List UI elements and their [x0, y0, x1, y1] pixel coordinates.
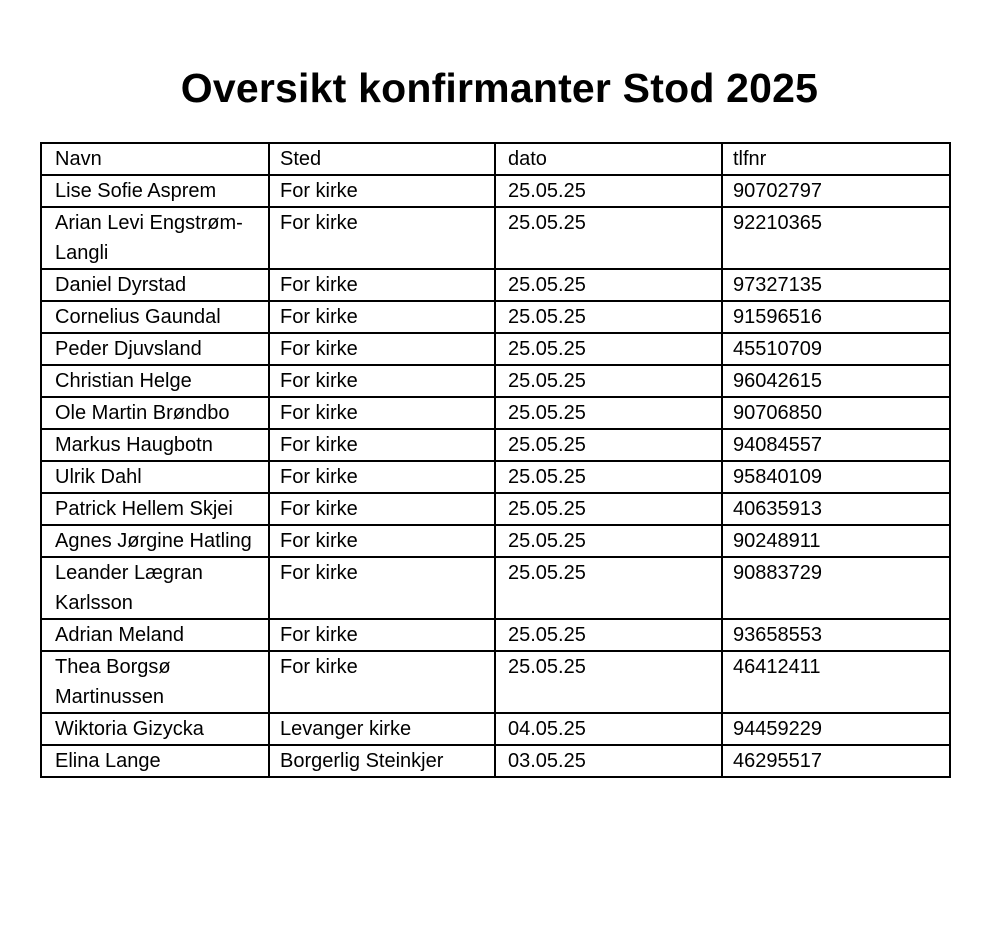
cell-dato: 25.05.25	[495, 269, 722, 301]
table-row	[41, 525, 950, 557]
page-title: Oversikt konfirmanter Stod 2025	[180, 65, 819, 111]
cell-name: Christian Helge	[41, 365, 269, 397]
cell-phone: 45510709	[722, 333, 950, 365]
cell-phone: 90702797	[722, 175, 950, 207]
cell-sted: Levanger kirke	[269, 713, 495, 745]
cell-name: Elina Lange	[41, 745, 269, 777]
table-row	[41, 365, 950, 397]
cell-name: Ole Martin Brøndbo	[41, 397, 269, 429]
cell-sted: For kirke	[269, 207, 495, 269]
header-tlfnr: tlfnr	[722, 143, 950, 175]
cell-sted: For kirke	[269, 651, 495, 713]
cell-dato: 25.05.25	[495, 365, 722, 397]
cell-phone: 97327135	[722, 269, 950, 301]
table-row	[41, 333, 950, 365]
cell-dato: 25.05.25	[495, 493, 722, 525]
table-row	[41, 619, 950, 651]
cell-name: Leander Lægran Karlsson	[41, 557, 269, 619]
cell-phone: 90883729	[722, 557, 950, 619]
table-row	[41, 557, 950, 619]
table-row	[41, 207, 950, 269]
cell-sted: For kirke	[269, 175, 495, 207]
table-row	[41, 429, 950, 461]
cell-dato: 25.05.25	[495, 525, 722, 557]
cell-dato: 04.05.25	[495, 713, 722, 745]
cell-sted: For kirke	[269, 619, 495, 651]
cell-sted: For kirke	[269, 301, 495, 333]
cell-name: Ulrik Dahl	[41, 461, 269, 493]
cell-dato: 25.05.25	[495, 397, 722, 429]
cell-name: Daniel Dyrstad	[41, 269, 269, 301]
cell-sted: For kirke	[269, 365, 495, 397]
cell-phone: 94084557	[722, 429, 950, 461]
cell-dato: 25.05.25	[495, 461, 722, 493]
header-navn: Navn	[41, 143, 269, 175]
table-row	[41, 397, 950, 429]
cell-sted: For kirke	[269, 461, 495, 493]
cell-name: Adrian Meland	[41, 619, 269, 651]
table-row	[41, 461, 950, 493]
table-row	[41, 269, 950, 301]
cell-phone: 46412411	[722, 651, 950, 713]
cell-name: Agnes Jørgine Hatling	[41, 525, 269, 557]
cell-name: Cornelius Gaundal	[41, 301, 269, 333]
table-row	[41, 301, 950, 333]
cell-dato: 03.05.25	[495, 745, 722, 777]
cell-phone: 96042615	[722, 365, 950, 397]
cell-sted: For kirke	[269, 557, 495, 619]
table-row	[41, 651, 950, 713]
cell-sted: For kirke	[269, 269, 495, 301]
cell-dato: 25.05.25	[495, 207, 722, 269]
cell-phone: 46295517	[722, 745, 950, 777]
cell-name: Thea Borgsø Martinussen	[41, 651, 269, 713]
confirmand-table	[40, 142, 951, 778]
cell-dato: 25.05.25	[495, 301, 722, 333]
table-row	[41, 745, 950, 777]
cell-name: Peder Djuvsland	[41, 333, 269, 365]
table-row	[41, 175, 950, 207]
cell-dato: 25.05.25	[495, 333, 722, 365]
cell-dato: 25.05.25	[495, 175, 722, 207]
cell-name: Wiktoria Gizycka	[41, 713, 269, 745]
cell-dato: 25.05.25	[495, 557, 722, 619]
cell-sted: For kirke	[269, 525, 495, 557]
cell-phone: 95840109	[722, 461, 950, 493]
table-row	[41, 713, 950, 745]
cell-dato: 25.05.25	[495, 619, 722, 651]
cell-sted: Borgerlig Steinkjer	[269, 745, 495, 777]
header-dato: dato	[495, 143, 722, 175]
cell-phone: 90248911	[722, 525, 950, 557]
cell-dato: 25.05.25	[495, 429, 722, 461]
cell-sted: For kirke	[269, 493, 495, 525]
cell-phone: 93658553	[722, 619, 950, 651]
cell-phone: 94459229	[722, 713, 950, 745]
cell-name: Arian Levi Engstrøm-Langli	[41, 207, 269, 269]
header-sted: Sted	[269, 143, 495, 175]
cell-name: Patrick Hellem Skjei	[41, 493, 269, 525]
cell-name: Lise Sofie Asprem	[41, 175, 269, 207]
cell-phone: 91596516	[722, 301, 950, 333]
cell-sted: For kirke	[269, 333, 495, 365]
cell-dato: 25.05.25	[495, 651, 722, 713]
cell-phone: 90706850	[722, 397, 950, 429]
cell-name: Markus Haugbotn	[41, 429, 269, 461]
cell-phone: 92210365	[722, 207, 950, 269]
cell-sted: For kirke	[269, 397, 495, 429]
cell-phone: 40635913	[722, 493, 950, 525]
table-header-row	[41, 143, 950, 175]
table-row	[41, 493, 950, 525]
cell-sted: For kirke	[269, 429, 495, 461]
